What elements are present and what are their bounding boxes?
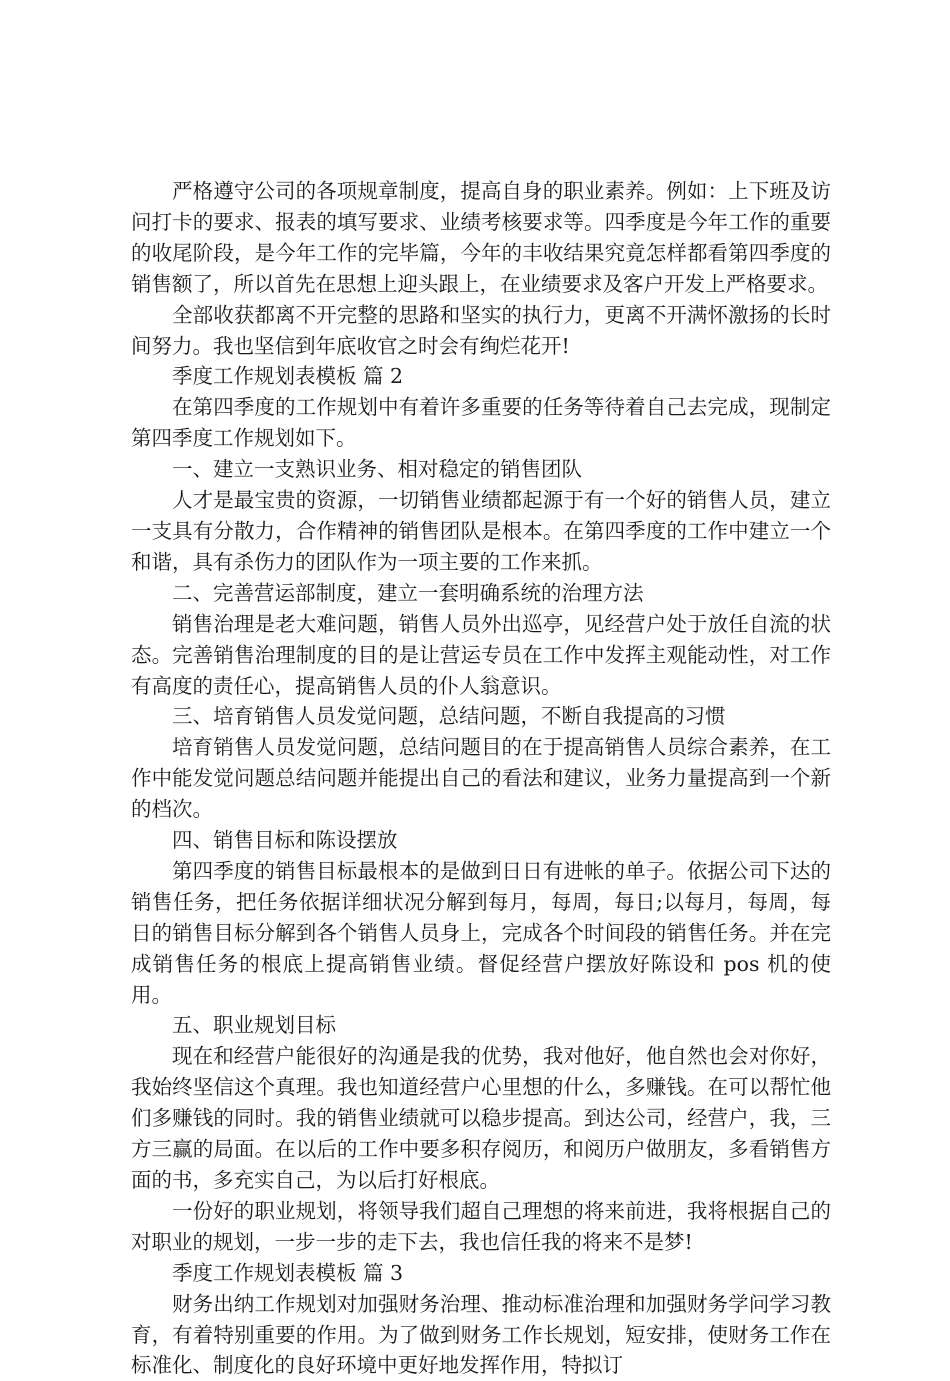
paragraph: 在第四季度的工作规划中有着许多重要的任务等待着自己去完成，现制定第四季度工作规划如下。 bbox=[131, 395, 831, 451]
paragraph: 培育销售人员发觉问题，总结问题目的在于提高销售人员综合素养，在工作中能发觉问题总结问题并能提出自己的看法和建议，业务力量提高到一个新的档次。 bbox=[131, 735, 831, 822]
paragraph: 一份好的职业规划，将领导我们超自己理想的将来前进，我将根据自己的对职业的规划，一步一步的走下去，我也信任我的将来不是梦! bbox=[131, 1198, 831, 1254]
paragraph: 人才是最宝贵的资源，一切销售业绩都起源于有一个好的销售人员，建立一支具有分散力，合作精神的销售团队是根本。在第四季度的工作中建立一个和谐，具有杀伤力的团队作为一项主要的工作来抓。 bbox=[131, 488, 831, 574]
paragraph: 现在和经营户能很好的沟通是我的优势，我对他好，他自然也会对你好，我始终坚信这个真理。我也知道经营户心里想的什么，多赚钱。在可以帮忙他们多赚钱的同时。我的销售业绩就可以稳步提高。到达公司，经营户，我，三方三赢的局面。在以后的工作中要多积存阅历，和阅历户做朋友，多看销售方面的书，多充实自己，为以后打好根底。 bbox=[131, 1044, 831, 1192]
section-heading: 一、建立一支熟识业务、相对稳定的销售团队 bbox=[172, 457, 582, 482]
section-heading: 二、完善营运部制度，建立一套明确系统的治理方法 bbox=[172, 580, 644, 605]
section-heading: 三、培育销售人员发觉问题，总结问题，不断自我提高的习惯 bbox=[172, 704, 726, 729]
section-heading: 五、职业规划目标 bbox=[172, 1013, 336, 1038]
section-heading: 季度工作规划表模板 篇 2 bbox=[172, 364, 404, 389]
paragraph: 严格遵守公司的各项规章制度，提高自身的职业素养。例如：上下班及访问打卡的要求、报表的填写要求、业绩考核要求等。四季度是今年工作的重要的收尾阶段，是今年工作的完毕篇，今年的丰收结果究竟怎样都看第四季度的销售额了，所以首先在思想上迎头跟上，在业绩要求及客户开发上严格要求。 bbox=[131, 179, 831, 296]
paragraph: 全部收获都离不开完整的思路和坚实的执行力，更离不开满怀激扬的长时间努力。我也坚信到年底收官之时会有绚烂花开! bbox=[131, 302, 831, 358]
paragraph: 第四季度的销售目标最根本的是做到日日有进帐的单子。依据公司下达的销售任务，把任务依据详细状况分解到每月，每周，每日;以每月，每周，每日的销售目标分解到各个销售人员身上，完成各个时间段的销售任务。并在完成销售任务的根底上提高销售业绩。督促经营户摆放好陈设和 pos 机的使用。 bbox=[131, 858, 831, 1007]
document-body bbox=[131, 176, 831, 1381]
paragraph: 销售治理是老大难问题，销售人员外出巡亭，见经营户处于放任自流的状态。完善销售治理制度的目的是让营运专员在工作中发挥主观能动性，对工作有高度的责任心，提高销售人员的仆人翁意识。 bbox=[131, 611, 831, 698]
paragraph: 财务出纳工作规划对加强财务治理、推动标准治理和加强财务学问学习教育，有着特别重要的作用。为了做到财务工作长规划，短安排，使财务工作在标准化、制度化的良好环境中更好地发挥作用，特拟订 bbox=[131, 1291, 831, 1378]
section-heading: 四、销售目标和陈设摆放 bbox=[172, 828, 398, 853]
section-heading: 季度工作规划表模板 篇 3 bbox=[172, 1260, 404, 1285]
